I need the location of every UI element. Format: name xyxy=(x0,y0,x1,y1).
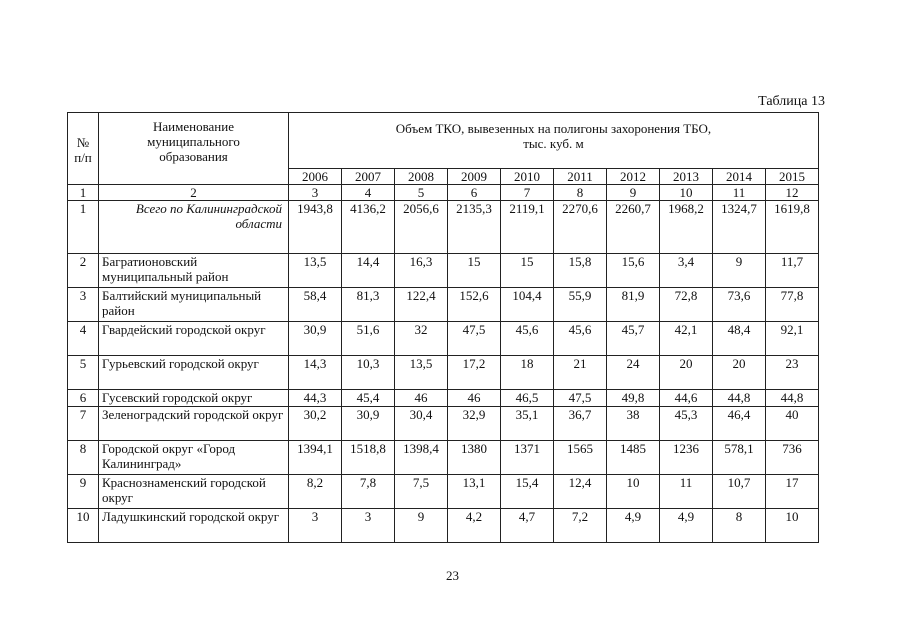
year-cell: 2013 xyxy=(660,169,713,185)
value-cell: 48,4 xyxy=(713,322,766,356)
value-cell: 8 xyxy=(713,509,766,543)
municipality-name: Гурьевский городской округ xyxy=(99,356,289,390)
value-cell: 13,5 xyxy=(395,356,448,390)
value-cell: 1324,7 xyxy=(713,201,766,254)
value-cell: 35,1 xyxy=(501,407,554,441)
value-cell: 9 xyxy=(713,254,766,288)
row-number: 9 xyxy=(68,475,99,509)
year-cell: 2007 xyxy=(342,169,395,185)
municipality-name: Балтийский муниципальный район xyxy=(99,288,289,322)
column-number: 4 xyxy=(342,185,395,201)
value-cell: 13,1 xyxy=(448,475,501,509)
municipality-name: Зеленоградский городской округ xyxy=(99,407,289,441)
value-cell: 46,4 xyxy=(713,407,766,441)
value-cell: 3 xyxy=(289,509,342,543)
value-cell: 49,8 xyxy=(607,390,660,407)
column-number: 12 xyxy=(766,185,819,201)
table-row xyxy=(68,509,819,543)
value-cell: 4136,2 xyxy=(342,201,395,254)
value-cell: 15 xyxy=(448,254,501,288)
row-number: 5 xyxy=(68,356,99,390)
table-row xyxy=(68,356,819,390)
value-cell: 2056,6 xyxy=(395,201,448,254)
value-cell: 30,9 xyxy=(342,407,395,441)
value-cell: 46 xyxy=(395,390,448,407)
row-number: 1 xyxy=(68,201,99,254)
year-cell: 2015 xyxy=(766,169,819,185)
row-number: 4 xyxy=(68,322,99,356)
value-cell: 1565 xyxy=(554,441,607,475)
value-cell: 44,6 xyxy=(660,390,713,407)
row-number: 6 xyxy=(68,390,99,407)
value-cell: 45,6 xyxy=(501,322,554,356)
value-cell: 1371 xyxy=(501,441,554,475)
value-cell: 32,9 xyxy=(448,407,501,441)
year-cell: 2008 xyxy=(395,169,448,185)
header-volume: Объем ТКО, вывезенных на полигоны захоронения ТБО, тыс. куб. м xyxy=(289,113,819,169)
value-cell: 1619,8 xyxy=(766,201,819,254)
value-cell: 1236 xyxy=(660,441,713,475)
value-cell: 1394,1 xyxy=(289,441,342,475)
value-cell: 45,4 xyxy=(342,390,395,407)
value-cell: 15 xyxy=(501,254,554,288)
value-cell: 10,7 xyxy=(713,475,766,509)
column-number: 8 xyxy=(554,185,607,201)
value-cell: 1398,4 xyxy=(395,441,448,475)
value-cell: 122,4 xyxy=(395,288,448,322)
value-cell: 4,9 xyxy=(660,509,713,543)
value-cell: 45,6 xyxy=(554,322,607,356)
table-row xyxy=(68,288,819,322)
value-cell: 2135,3 xyxy=(448,201,501,254)
table-row xyxy=(68,254,819,288)
value-cell: 13,5 xyxy=(289,254,342,288)
value-cell: 44,8 xyxy=(766,390,819,407)
page-number: 23 xyxy=(446,568,459,583)
year-cell: 2010 xyxy=(501,169,554,185)
value-cell: 1968,2 xyxy=(660,201,713,254)
value-cell: 81,9 xyxy=(607,288,660,322)
total-label: Всего по Калининградской области xyxy=(99,201,289,254)
column-number: 1 xyxy=(68,185,99,201)
value-cell: 72,8 xyxy=(660,288,713,322)
column-number: 11 xyxy=(713,185,766,201)
value-cell: 4,7 xyxy=(501,509,554,543)
table-row xyxy=(68,390,819,407)
value-cell: 92,1 xyxy=(766,322,819,356)
table-row xyxy=(68,322,819,356)
value-cell: 45,7 xyxy=(607,322,660,356)
value-cell: 23 xyxy=(766,356,819,390)
value-cell: 21 xyxy=(554,356,607,390)
value-cell: 2119,1 xyxy=(501,201,554,254)
year-cell: 2011 xyxy=(554,169,607,185)
value-cell: 4,2 xyxy=(448,509,501,543)
value-cell: 55,9 xyxy=(554,288,607,322)
value-cell: 3 xyxy=(342,509,395,543)
value-cell: 14,4 xyxy=(342,254,395,288)
year-cell: 2006 xyxy=(289,169,342,185)
table-row xyxy=(68,201,819,254)
row-number: 10 xyxy=(68,509,99,543)
value-cell: 30,2 xyxy=(289,407,342,441)
column-number: 6 xyxy=(448,185,501,201)
value-cell: 30,9 xyxy=(289,322,342,356)
year-cell: 2014 xyxy=(713,169,766,185)
value-cell: 9 xyxy=(395,509,448,543)
value-cell: 30,4 xyxy=(395,407,448,441)
value-cell: 18 xyxy=(501,356,554,390)
row-number: 8 xyxy=(68,441,99,475)
year-cell: 2009 xyxy=(448,169,501,185)
column-number: 3 xyxy=(289,185,342,201)
value-cell: 44,8 xyxy=(713,390,766,407)
value-cell: 10 xyxy=(766,509,819,543)
value-cell: 4,9 xyxy=(607,509,660,543)
municipality-name: Краснознаменский городской округ xyxy=(99,475,289,509)
column-number: 5 xyxy=(395,185,448,201)
value-cell: 1943,8 xyxy=(289,201,342,254)
value-cell: 2260,7 xyxy=(607,201,660,254)
column-number: 9 xyxy=(607,185,660,201)
header-name: Наименование муниципального образования xyxy=(99,113,289,185)
value-cell: 1485 xyxy=(607,441,660,475)
value-cell: 14,3 xyxy=(289,356,342,390)
value-cell: 46,5 xyxy=(501,390,554,407)
column-number: 2 xyxy=(99,185,289,201)
value-cell: 17,2 xyxy=(448,356,501,390)
value-cell: 1380 xyxy=(448,441,501,475)
value-cell: 58,4 xyxy=(289,288,342,322)
table-caption: Таблица 13 xyxy=(758,94,825,109)
year-cell: 2012 xyxy=(607,169,660,185)
value-cell: 7,2 xyxy=(554,509,607,543)
header-row xyxy=(68,113,819,169)
value-cell: 17 xyxy=(766,475,819,509)
municipality-name: Городской округ «Город Калининград» xyxy=(99,441,289,475)
value-cell: 1518,8 xyxy=(342,441,395,475)
value-cell: 10 xyxy=(607,475,660,509)
value-cell: 46 xyxy=(448,390,501,407)
value-cell: 12,4 xyxy=(554,475,607,509)
row-number: 7 xyxy=(68,407,99,441)
table-row xyxy=(68,441,819,475)
header-num: № п/п xyxy=(68,113,99,185)
value-cell: 104,4 xyxy=(501,288,554,322)
value-cell: 20 xyxy=(660,356,713,390)
data-table xyxy=(67,112,819,543)
value-cell: 77,8 xyxy=(766,288,819,322)
table-row xyxy=(68,475,819,509)
value-cell: 20 xyxy=(713,356,766,390)
value-cell: 24 xyxy=(607,356,660,390)
value-cell: 11,7 xyxy=(766,254,819,288)
value-cell: 51,6 xyxy=(342,322,395,356)
value-cell: 36,7 xyxy=(554,407,607,441)
value-cell: 15,8 xyxy=(554,254,607,288)
value-cell: 2270,6 xyxy=(554,201,607,254)
value-cell: 47,5 xyxy=(448,322,501,356)
value-cell: 7,5 xyxy=(395,475,448,509)
table-row xyxy=(68,407,819,441)
column-number: 7 xyxy=(501,185,554,201)
row-number: 3 xyxy=(68,288,99,322)
row-number: 2 xyxy=(68,254,99,288)
value-cell: 81,3 xyxy=(342,288,395,322)
value-cell: 16,3 xyxy=(395,254,448,288)
value-cell: 38 xyxy=(607,407,660,441)
value-cell: 152,6 xyxy=(448,288,501,322)
value-cell: 736 xyxy=(766,441,819,475)
municipality-name: Багратионовский муниципальный район xyxy=(99,254,289,288)
value-cell: 44,3 xyxy=(289,390,342,407)
value-cell: 47,5 xyxy=(554,390,607,407)
column-numbers-row xyxy=(68,185,819,201)
value-cell: 15,4 xyxy=(501,475,554,509)
value-cell: 32 xyxy=(395,322,448,356)
value-cell: 578,1 xyxy=(713,441,766,475)
value-cell: 7,8 xyxy=(342,475,395,509)
value-cell: 73,6 xyxy=(713,288,766,322)
municipality-name: Гусевский городской округ xyxy=(99,390,289,407)
value-cell: 10,3 xyxy=(342,356,395,390)
value-cell: 45,3 xyxy=(660,407,713,441)
value-cell: 15,6 xyxy=(607,254,660,288)
value-cell: 8,2 xyxy=(289,475,342,509)
municipality-name: Гвардейский городской округ xyxy=(99,322,289,356)
value-cell: 42,1 xyxy=(660,322,713,356)
column-number: 10 xyxy=(660,185,713,201)
value-cell: 40 xyxy=(766,407,819,441)
municipality-name: Ладушкинский городской округ xyxy=(99,509,289,543)
value-cell: 3,4 xyxy=(660,254,713,288)
value-cell: 11 xyxy=(660,475,713,509)
